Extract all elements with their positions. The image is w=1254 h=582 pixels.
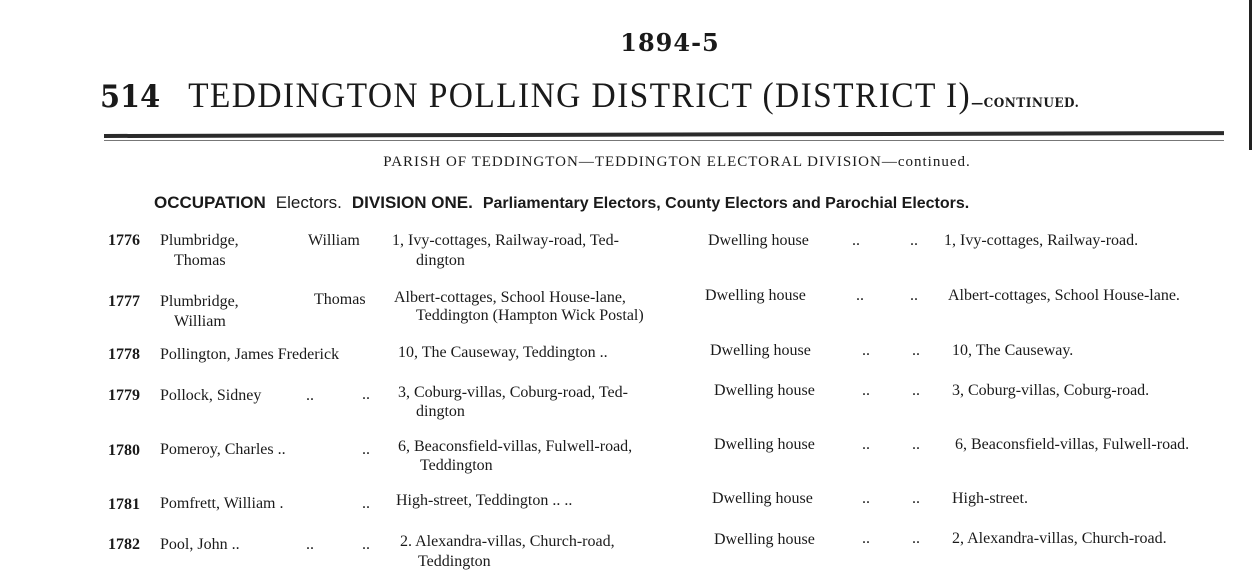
abode-cont: Teddington (Hampton Wick Postal) — [416, 307, 644, 324]
name-leader-dots: .. — [306, 536, 314, 553]
leader-dots: .. — [912, 530, 920, 547]
page-edge — [1249, 0, 1252, 150]
abode: 2. Alexandra-villas, Church-road, — [400, 533, 615, 550]
entry-number: 1780 — [108, 442, 140, 459]
continued-label: —CONTINUED. — [971, 96, 1080, 111]
entry-number: 1779 — [108, 387, 140, 404]
abode-cont: Teddington — [418, 553, 491, 570]
entry-number: 1781 — [108, 496, 140, 513]
leader-dots: .. — [862, 530, 870, 547]
qualifying-property: 2, Alexandra-villas, Church-road. — [952, 530, 1167, 547]
abode-cont: dington — [416, 403, 465, 420]
elector-entry — [0, 342, 1254, 366]
abode: 10, The Causeway, Teddington .. — [398, 344, 608, 361]
leader-dots: .. — [912, 382, 920, 399]
name-leader-dots: .. — [362, 441, 370, 458]
name-leader-dots: .. — [362, 386, 370, 403]
qualification: Dwelling house — [708, 232, 809, 249]
qualification: Dwelling house — [714, 531, 815, 548]
qualifying-property: Albert-cottages, School House-lane. — [948, 287, 1180, 304]
leader-dots: .. — [912, 342, 920, 359]
leader-dots: .. — [862, 490, 870, 507]
elector-name-cont: William — [174, 313, 226, 330]
qualifying-property: 10, The Causeway. — [952, 342, 1074, 359]
leader-dots: .. — [852, 232, 860, 249]
abode: 3, Coburg-villas, Coburg-road, Ted- — [398, 384, 628, 401]
elector-forename: William — [308, 232, 360, 249]
section-heading — [154, 193, 979, 213]
qualification: Dwelling house — [712, 490, 813, 507]
elector-name: Pomeroy, Charles .. — [160, 441, 286, 458]
elector-name: Pomfrett, William . — [160, 495, 284, 512]
abode-cont: dington — [416, 252, 465, 269]
name-leader-dots: .. — [362, 495, 370, 512]
leader-dots: .. — [912, 490, 920, 507]
elector-forename: Thomas — [314, 291, 366, 308]
leader-dots: .. — [862, 342, 870, 359]
entry-number: 1777 — [108, 293, 140, 310]
elector-surname: Plumbridge, — [160, 293, 239, 310]
elector-types: Parliamentary Electors, County Electors and Parochial Electors. — [482, 195, 970, 212]
qualifying-property: 3, Coburg-villas, Coburg-road. — [952, 382, 1150, 399]
district-title: TEDDINGTON POLLING DISTRICT (DISTRICT I) — [188, 75, 972, 115]
entry-number: 1776 — [108, 232, 140, 249]
elector-entry — [0, 232, 1254, 276]
elector-entry — [0, 530, 1254, 574]
page-number: 514 — [100, 79, 161, 115]
qualifying-property: 6, Beaconsfield-villas, Fulwell-road. — [955, 436, 1190, 453]
abode: 1, Ivy-cottages, Railway-road, Ted- — [392, 232, 619, 249]
elector-name-cont: Thomas — [174, 252, 226, 269]
elector-entry — [0, 382, 1254, 426]
division-label: DIVISION ONE. — [351, 193, 473, 212]
page-title — [100, 74, 1079, 116]
leader-dots: .. — [862, 436, 870, 453]
header-rule — [104, 131, 1224, 138]
occupation-label: OCCUPATION — [154, 193, 266, 212]
elector-name: Pollington, James Frederick — [160, 346, 340, 363]
elector-entry — [0, 490, 1254, 514]
abode: 6, Beaconsfield-villas, Fulwell-road, — [398, 438, 633, 455]
entry-number: 1778 — [108, 346, 140, 363]
qualification: Dwelling house — [714, 436, 815, 453]
register-year: 1894-5 — [620, 28, 720, 57]
leader-dots: .. — [910, 287, 918, 304]
leader-dots: .. — [862, 382, 870, 399]
parish-heading: PARISH OF TEDDINGTON—TEDDINGTON ELECTORAL DIVISION—continued. — [383, 154, 971, 170]
abode: High-street, Teddington .. .. — [396, 492, 573, 509]
abode-cont: Teddington — [420, 457, 493, 474]
elector-surname: Plumbridge, — [160, 232, 239, 249]
elector-name: Pollock, Sidney — [160, 387, 262, 404]
elector-entry — [0, 287, 1254, 331]
entry-number: 1782 — [108, 536, 140, 553]
qualifying-property: High-street. — [952, 490, 1028, 507]
elector-entry — [0, 436, 1254, 480]
header-rule-thin — [104, 140, 1224, 141]
leader-dots: .. — [910, 232, 918, 249]
leader-dots: .. — [856, 287, 864, 304]
qualification: Dwelling house — [710, 342, 811, 359]
qualification: Dwelling house — [714, 382, 815, 399]
qualifying-property: 1, Ivy-cottages, Railway-road. — [944, 232, 1139, 249]
elector-name: Pool, John .. — [160, 536, 240, 553]
abode: Albert-cottages, School House-lane, — [394, 289, 626, 306]
electors-label: Electors. — [275, 193, 342, 212]
leader-dots: .. — [912, 436, 920, 453]
qualification: Dwelling house — [705, 287, 806, 304]
name-leader-dots: .. — [362, 536, 370, 553]
name-leader-dots: .. — [306, 387, 314, 404]
